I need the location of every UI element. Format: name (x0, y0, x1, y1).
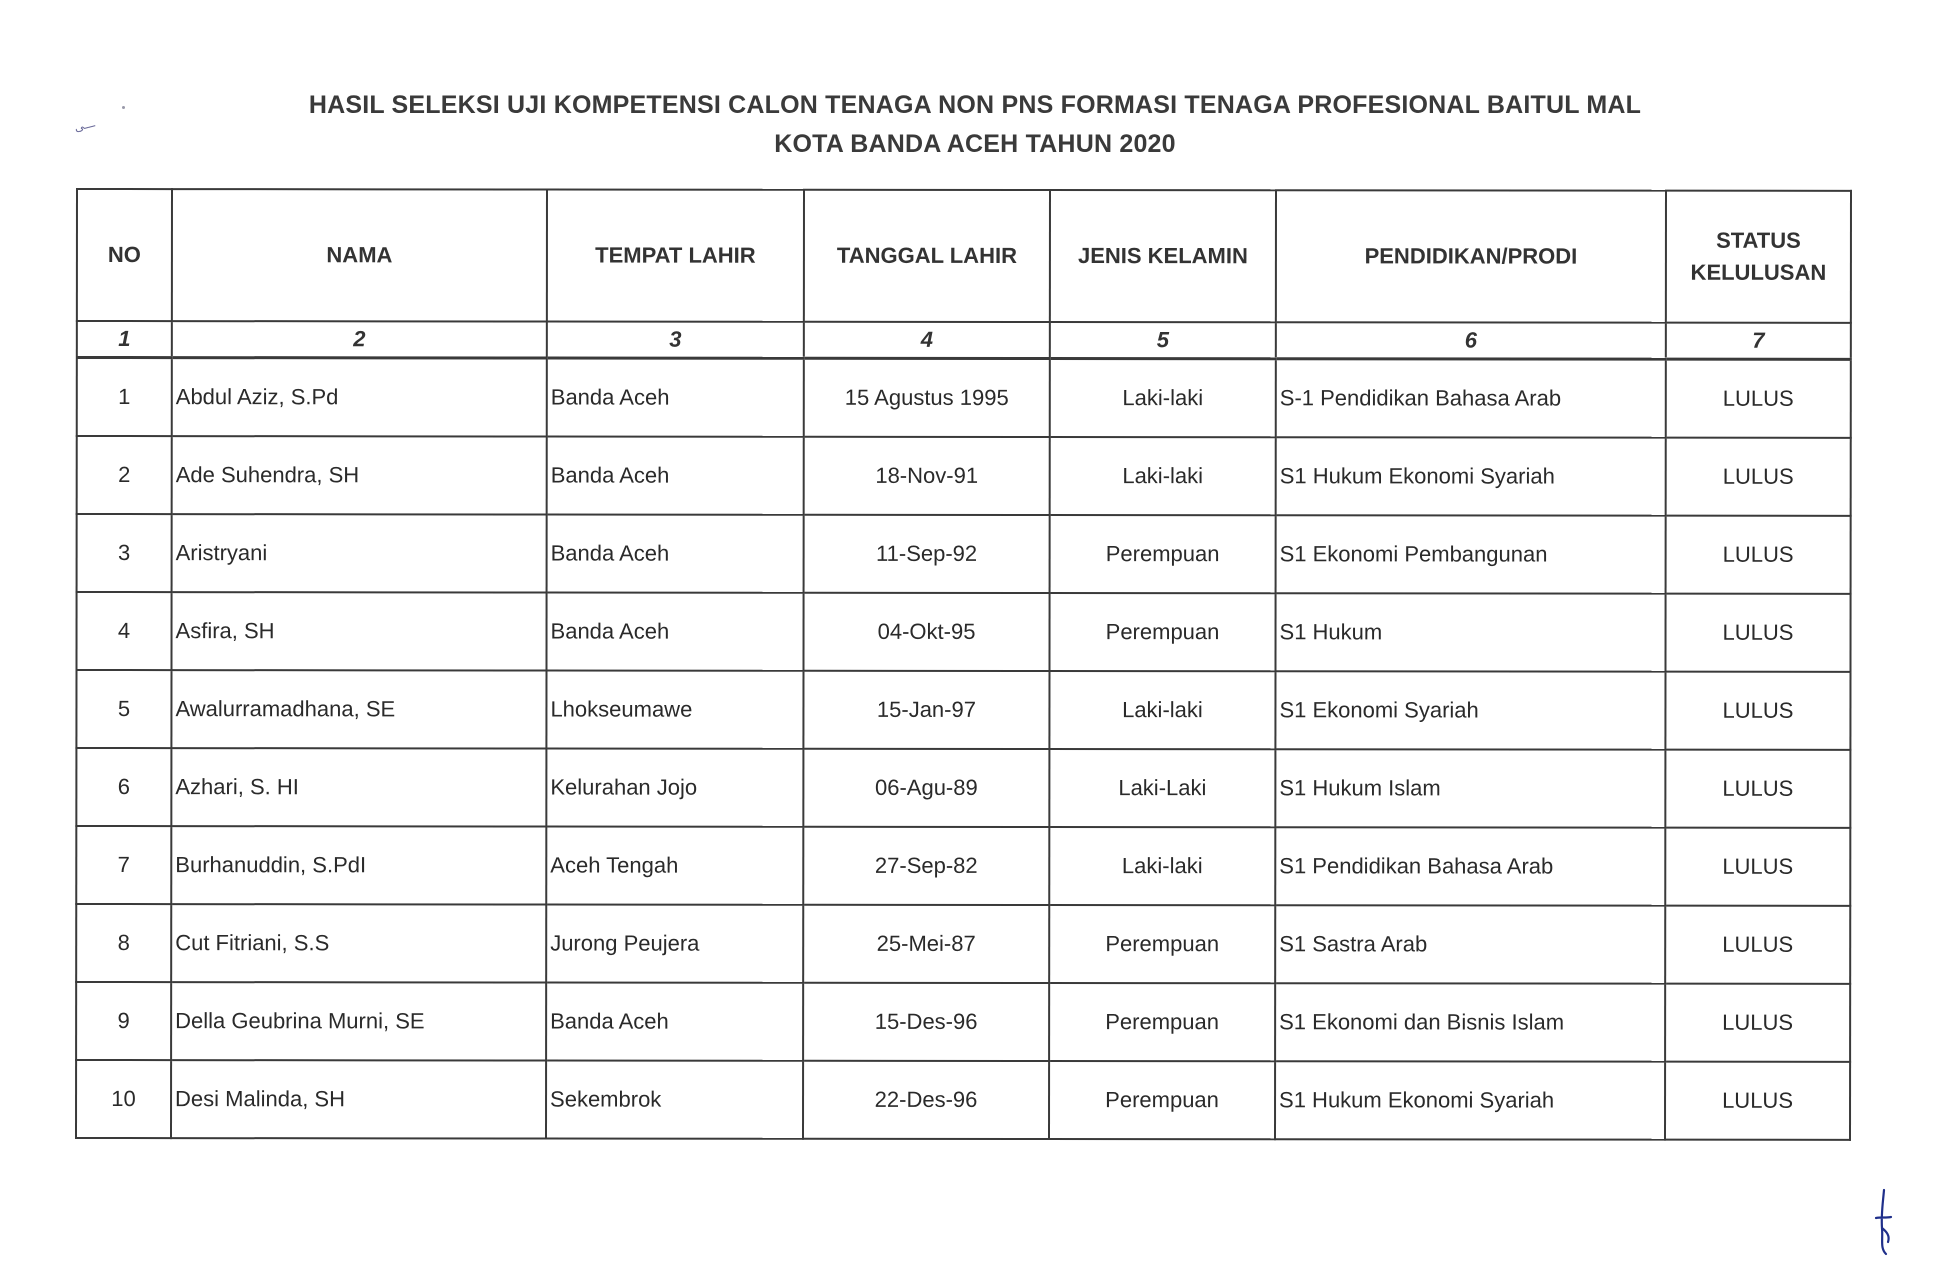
header-pendidikan: PENDIDIKAN/PRODI (1276, 190, 1666, 322)
cell-pendidikan: S1 Ekonomi Syariah (1275, 671, 1665, 749)
cell-jenis-kelamin: Perempuan (1049, 593, 1275, 671)
cell-jenis-kelamin: Perempuan (1049, 905, 1275, 983)
table-row (77, 436, 1851, 516)
header-tempat-lahir: TEMPAT LAHIR (547, 189, 804, 321)
cell-tempat-lahir: Banda Aceh (546, 592, 803, 670)
cell-no: 7 (76, 826, 171, 904)
cell-no: 10 (76, 1060, 171, 1138)
cell-no: 8 (76, 904, 171, 982)
cell-tanggal-lahir: 11-Sep-92 (804, 515, 1050, 593)
cell-status: LULUS (1665, 984, 1850, 1062)
title-line-1: HASIL SELEKSI UJI KOMPETENSI CALON TENAGA NON PNS FORMASI TENAGA PROFESIONAL BAITUL MAL (308, 91, 1642, 119)
cell-pendidikan: S-1 Pendidikan Bahasa Arab (1276, 359, 1666, 438)
header-nama: NAMA (172, 189, 547, 321)
header-tanggal-lahir: TANGGAL LAHIR (804, 190, 1050, 322)
cell-no: 3 (77, 514, 172, 592)
header-status: STATUS KELULUSAN (1666, 191, 1851, 323)
cell-no: 6 (76, 748, 171, 826)
header-jenis-kelamin: JENIS KELAMIN (1050, 190, 1276, 322)
cell-no: 9 (76, 982, 171, 1060)
cell-tanggal-lahir: 06-Agu-89 (803, 749, 1049, 827)
cell-jenis-kelamin: Perempuan (1049, 1061, 1275, 1139)
cell-tanggal-lahir: 04-Okt-95 (803, 593, 1049, 671)
cell-pendidikan: S1 Hukum Islam (1275, 749, 1665, 827)
results-table (75, 188, 1852, 1141)
cell-nama: Desi Malinda, SH (171, 1060, 546, 1138)
table-body (76, 358, 1851, 1140)
cell-nama: Cut Fitriani, S.S (171, 904, 546, 982)
margin-scribble: ـــى (72, 115, 97, 135)
column-number: 2 (172, 321, 547, 358)
cell-no: 5 (76, 670, 171, 748)
cell-no: 4 (76, 592, 171, 670)
title-line-2: KOTA BANDA ACEH TAHUN 2020 (774, 130, 1176, 158)
cell-jenis-kelamin: Perempuan (1050, 515, 1276, 593)
cell-tanggal-lahir: 27-Sep-82 (803, 827, 1049, 905)
cell-nama: Aristryani (172, 514, 547, 592)
table-row (76, 982, 1850, 1062)
table-row (76, 592, 1850, 672)
table-row (76, 670, 1850, 750)
cell-jenis-kelamin: Perempuan (1049, 983, 1275, 1061)
cell-pendidikan: S1 Ekonomi Pembangunan (1276, 515, 1666, 593)
cell-tanggal-lahir: 22-Des-96 (803, 1061, 1049, 1139)
cell-nama: Awalurramadhana, SE (171, 670, 546, 748)
table-row (76, 826, 1850, 906)
cell-nama: Della Geubrina Murni, SE (171, 982, 546, 1060)
cell-jenis-kelamin: Laki-laki (1050, 359, 1276, 438)
cell-tanggal-lahir: 15-Des-96 (803, 983, 1049, 1061)
cell-tempat-lahir: Jurong Peujera (546, 904, 803, 982)
cell-tempat-lahir: Banda Aceh (546, 982, 803, 1060)
cell-nama: Ade Suhendra, SH (172, 436, 547, 514)
header-row (77, 189, 1851, 323)
cell-no: 1 (77, 358, 172, 437)
cell-no: 2 (77, 436, 172, 514)
cell-tanggal-lahir: 18-Nov-91 (804, 437, 1050, 515)
pen-initial-mark (1868, 1188, 1898, 1258)
cell-nama: Burhanuddin, S.PdI (171, 826, 546, 904)
cell-tanggal-lahir: 15-Jan-97 (803, 671, 1049, 749)
cell-status: LULUS (1665, 750, 1850, 828)
column-number: 5 (1050, 322, 1276, 359)
column-number: 4 (804, 322, 1050, 359)
table-row (76, 748, 1850, 828)
table-row (76, 904, 1850, 984)
column-number-row (77, 321, 1851, 359)
cell-nama: Abdul Aziz, S.Pd (172, 358, 547, 437)
cell-status: LULUS (1665, 906, 1850, 984)
cell-pendidikan: S1 Ekonomi dan Bisnis Islam (1275, 983, 1665, 1061)
cell-status: LULUS (1665, 828, 1850, 906)
cell-pendidikan: S1 Hukum (1275, 593, 1665, 671)
cell-tempat-lahir: Sekembrok (546, 1060, 803, 1138)
cell-status: LULUS (1666, 438, 1851, 516)
column-number: 1 (77, 321, 172, 358)
column-number: 6 (1276, 322, 1666, 359)
cell-tempat-lahir: Lhokseumawe (546, 670, 803, 748)
cell-pendidikan: S1 Pendidikan Bahasa Arab (1275, 827, 1665, 905)
cell-nama: Asfira, SH (171, 592, 546, 670)
cell-tempat-lahir: Banda Aceh (547, 436, 804, 514)
cell-status: LULUS (1666, 359, 1851, 438)
cell-tempat-lahir: Aceh Tengah (546, 826, 803, 904)
cell-status: LULUS (1666, 516, 1851, 594)
cell-status: LULUS (1665, 594, 1850, 672)
header-no: NO (77, 189, 172, 321)
cell-jenis-kelamin: Laki-laki (1050, 437, 1276, 515)
cell-tanggal-lahir: 25-Mei-87 (803, 905, 1049, 983)
table-row (77, 358, 1851, 438)
table-row (76, 1060, 1850, 1140)
cell-jenis-kelamin: Laki-laki (1049, 671, 1275, 749)
cell-nama: Azhari, S. HI (171, 748, 546, 826)
cell-pendidikan: S1 Sastra Arab (1275, 905, 1665, 983)
cell-pendidikan: S1 Hukum Ekonomi Syariah (1275, 1061, 1665, 1139)
cell-jenis-kelamin: Laki-laki (1049, 827, 1275, 905)
page-title (0, 86, 1950, 164)
cell-tempat-lahir: Banda Aceh (547, 514, 804, 592)
table-row (77, 514, 1851, 594)
column-number: 7 (1666, 323, 1851, 360)
cell-tanggal-lahir: 15 Agustus 1995 (804, 358, 1050, 437)
cell-status: LULUS (1665, 1062, 1850, 1140)
cell-jenis-kelamin: Laki-Laki (1049, 749, 1275, 827)
cell-status: LULUS (1665, 672, 1850, 750)
column-number: 3 (547, 321, 804, 358)
cell-pendidikan: S1 Hukum Ekonomi Syariah (1276, 437, 1666, 515)
cell-tempat-lahir: Banda Aceh (547, 358, 804, 437)
cell-tempat-lahir: Kelurahan Jojo (546, 748, 803, 826)
